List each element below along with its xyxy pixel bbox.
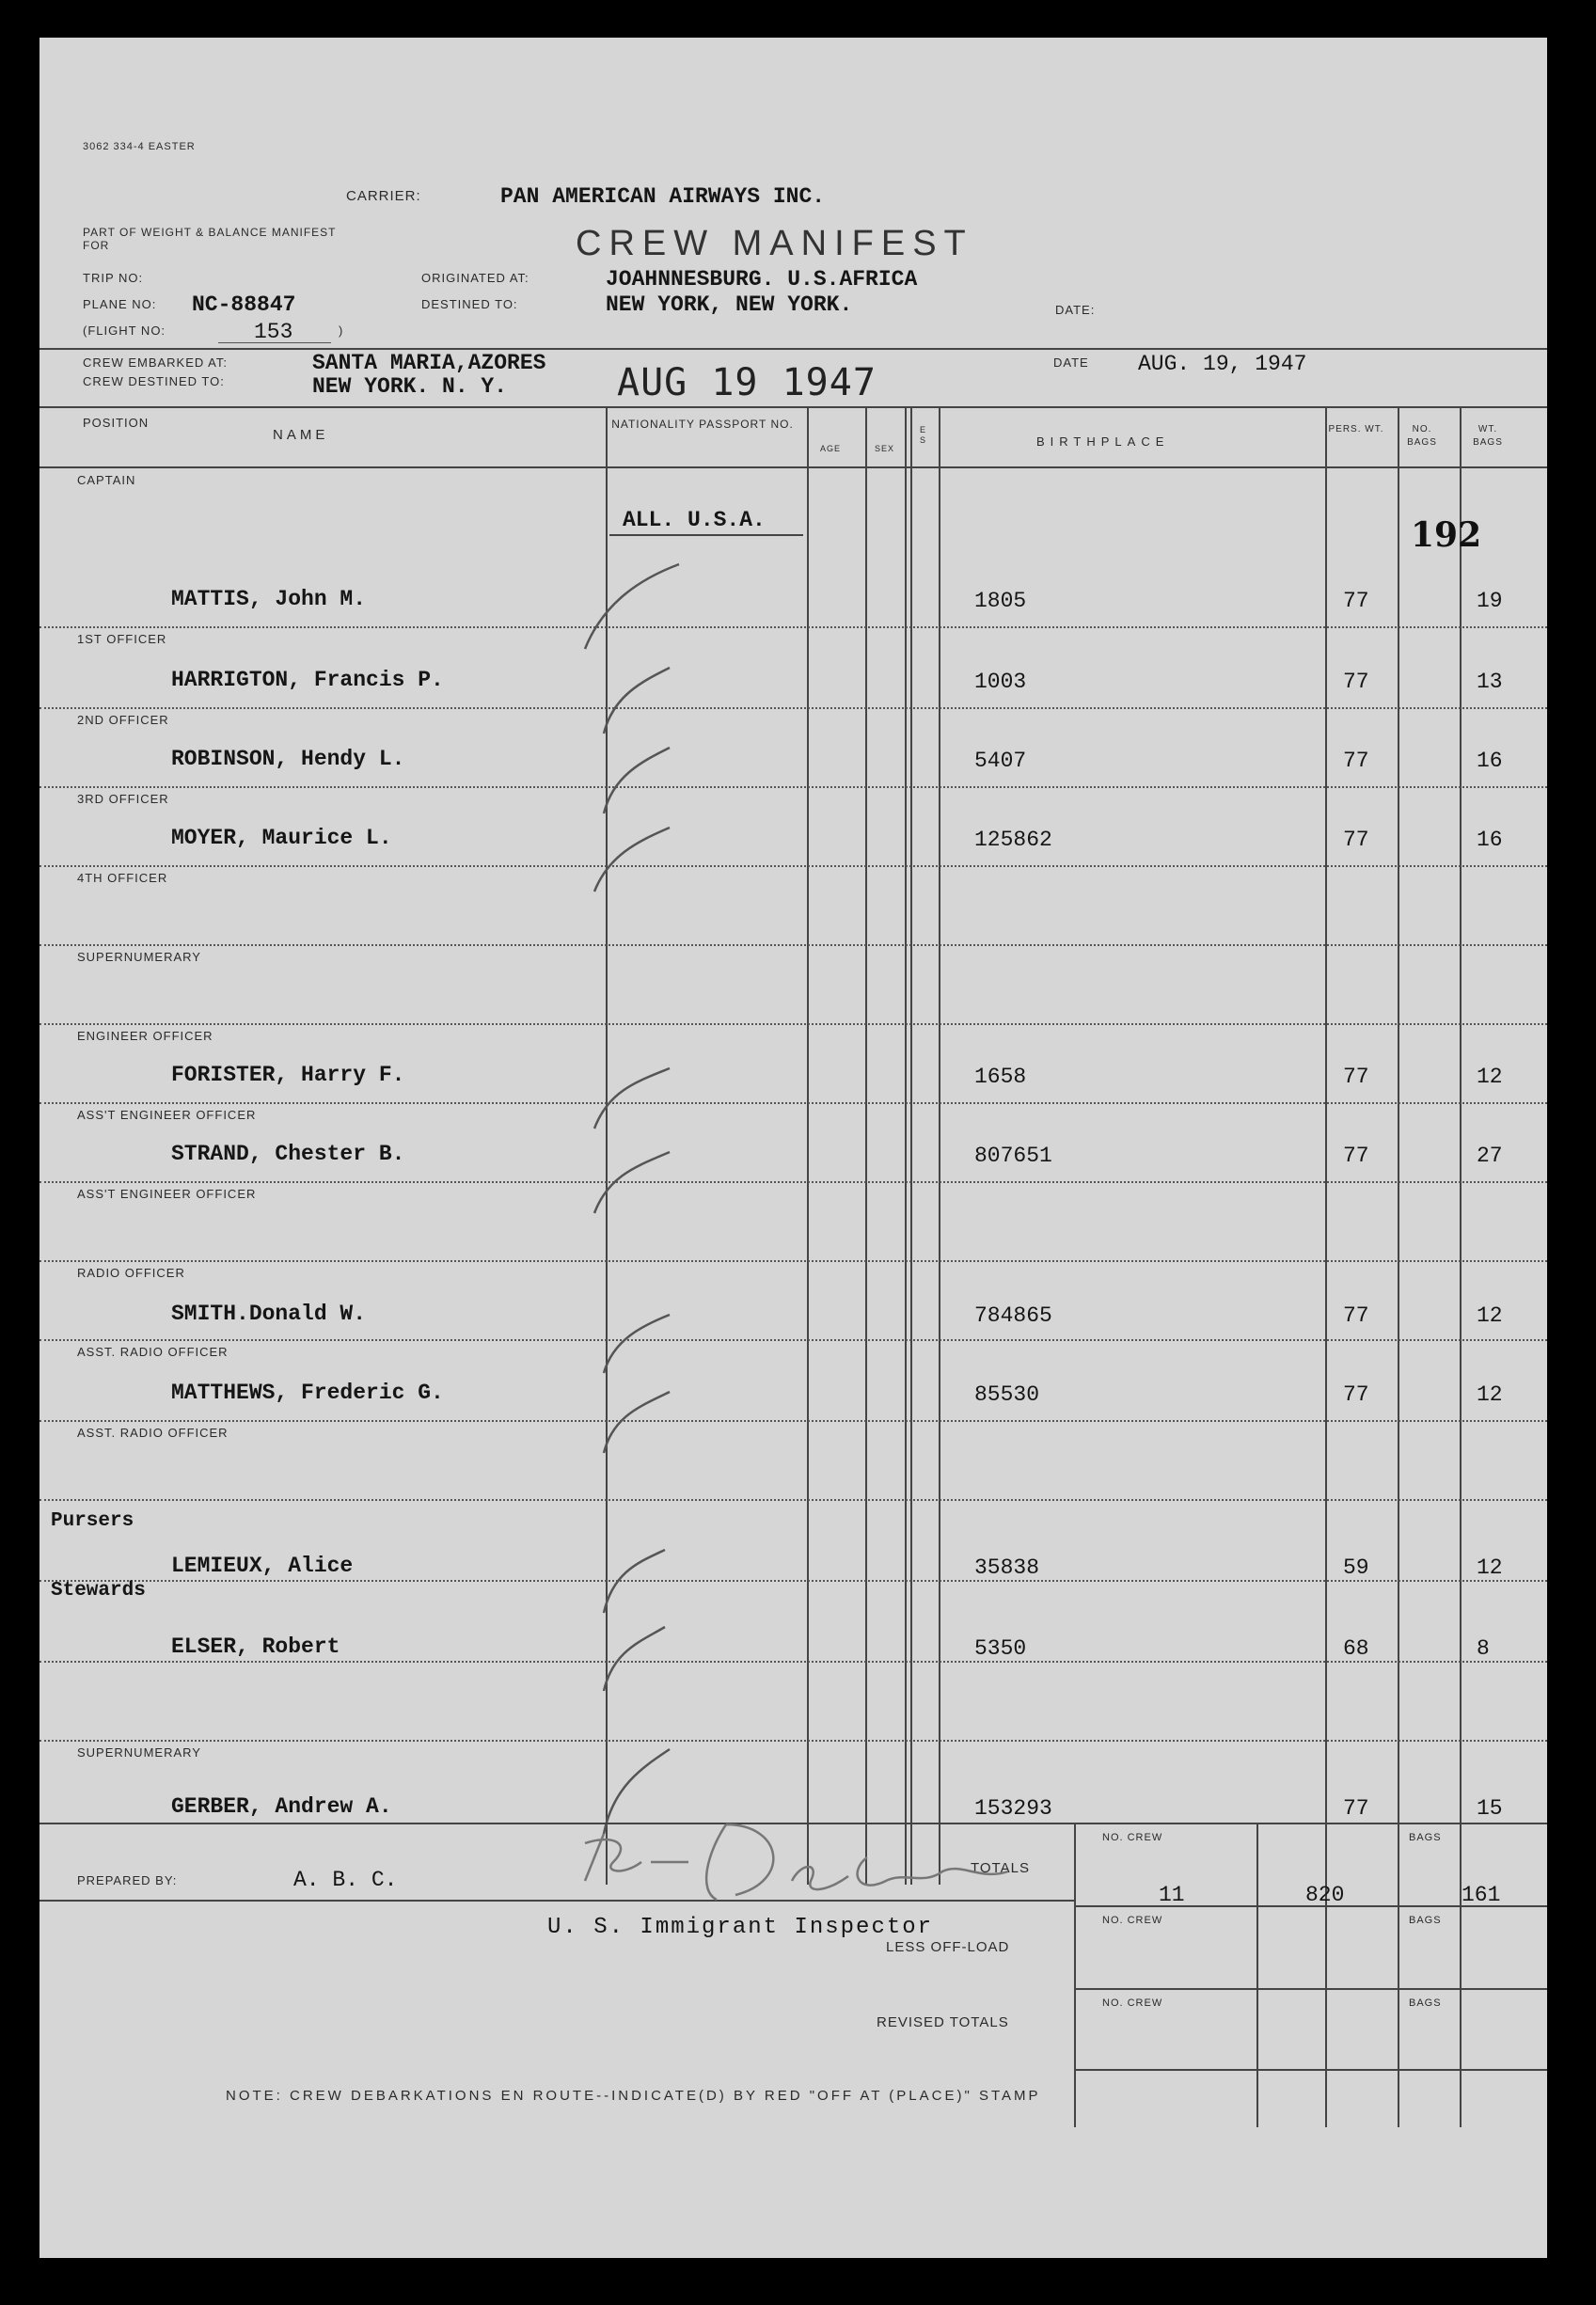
row-name: GERBER, Andrew A. bbox=[171, 1794, 392, 1819]
row-position: SUPERNUMERARY bbox=[77, 1745, 201, 1760]
col-birthplace: BIRTHPLACE bbox=[1036, 434, 1170, 449]
total-bags: 161 bbox=[1462, 1883, 1501, 1907]
col-sex: SEX bbox=[875, 444, 895, 453]
row-pers-wt: 77 bbox=[1343, 670, 1369, 694]
row-pers-wt: 77 bbox=[1343, 1796, 1369, 1821]
originated-label: ORIGINATED AT: bbox=[421, 271, 529, 285]
date-label: DATE: bbox=[1055, 303, 1096, 317]
row-position: ASST. RADIO OFFICER bbox=[77, 1426, 229, 1440]
nationality-all: ALL. U.S.A. bbox=[623, 508, 766, 532]
row-wt-bags: 19 bbox=[1477, 589, 1503, 613]
page-number: 192 bbox=[1411, 515, 1482, 555]
col-nationality: NATIONALITY PASSPORT NO. bbox=[611, 418, 794, 431]
row-position: RADIO OFFICER bbox=[77, 1266, 185, 1280]
row-name: ROBINSON, Hendy L. bbox=[171, 747, 405, 771]
row-position: 2ND OFFICER bbox=[77, 713, 169, 727]
row-passport: 153293 bbox=[974, 1796, 1052, 1821]
row-wt-bags: 15 bbox=[1477, 1796, 1503, 1821]
row-passport: 784865 bbox=[974, 1303, 1052, 1328]
bags-label: BAGS bbox=[1409, 1997, 1442, 2009]
no-crew-label: NO. CREW bbox=[1102, 1832, 1163, 1843]
footer-note: NOTE: CREW DEBARKATIONS EN ROUTE--INDICATE(D) BY RED "OFF AT (PLACE)" STAMP bbox=[226, 2088, 1041, 2104]
row-pers-wt: 77 bbox=[1343, 1144, 1369, 1168]
row-passport: 5350 bbox=[974, 1636, 1027, 1661]
row-name: LEMIEUX, Alice bbox=[171, 1554, 354, 1578]
row-wt-bags: 16 bbox=[1477, 828, 1503, 852]
row-name: STRAND, Chester B. bbox=[171, 1142, 405, 1166]
row-passport: 5407 bbox=[974, 749, 1027, 773]
bags-label: BAGS bbox=[1409, 1832, 1442, 1843]
date2-label: DATE bbox=[1053, 355, 1089, 370]
row-position: 3RD OFFICER bbox=[77, 792, 169, 806]
form-code: 3062 334-4 EASTER bbox=[83, 141, 196, 152]
check-marks bbox=[547, 545, 707, 1843]
col-wt-bags: WT. BAGS bbox=[1473, 424, 1503, 448]
row-name: MOYER, Maurice L. bbox=[171, 826, 392, 850]
row-wt-bags: 8 bbox=[1477, 1636, 1490, 1661]
row-position: Pursers bbox=[51, 1510, 134, 1532]
row-wt-bags: 27 bbox=[1477, 1144, 1503, 1168]
prepared-label: PREPARED BY: bbox=[77, 1873, 178, 1887]
row-wt-bags: 12 bbox=[1477, 1303, 1503, 1328]
row-pers-wt: 77 bbox=[1343, 1303, 1369, 1328]
row-passport: 1805 bbox=[974, 589, 1027, 613]
no-crew-label: NO. CREW bbox=[1102, 1915, 1163, 1926]
col-pers-wt: PERS. WT. bbox=[1328, 424, 1384, 434]
trip-label: TRIP NO: bbox=[83, 271, 144, 285]
row-pers-wt: 77 bbox=[1343, 589, 1369, 613]
row-passport: 125862 bbox=[974, 828, 1052, 852]
inspector-signature bbox=[566, 1806, 1018, 1909]
destined-value: NEW YORK, NEW YORK. bbox=[606, 292, 853, 317]
row-name: ELSER, Robert bbox=[171, 1634, 340, 1659]
date-stamp: AUG 19 1947 bbox=[617, 361, 877, 404]
crew-manifest-sheet bbox=[40, 38, 1547, 2258]
embarked-label: CREW EMBARKED AT: bbox=[83, 355, 229, 370]
carrier-label: CARRIER: bbox=[346, 188, 421, 204]
inspector-label: U. S. Immigrant Inspector bbox=[547, 1915, 934, 1940]
row-passport: 85530 bbox=[974, 1382, 1040, 1407]
row-position: CAPTAIN bbox=[77, 473, 136, 487]
row-position: Stewards bbox=[51, 1580, 146, 1602]
row-position: 1ST OFFICER bbox=[77, 632, 167, 646]
row-pers-wt: 77 bbox=[1343, 1065, 1369, 1089]
row-pers-wt: 77 bbox=[1343, 1382, 1369, 1407]
plane-value: NC-88847 bbox=[192, 292, 296, 317]
flight-close: ) bbox=[339, 324, 344, 338]
totals-label: TOTALS bbox=[971, 1860, 1030, 1876]
row-position: ASS'T ENGINEER OFFICER bbox=[77, 1108, 257, 1122]
plane-label: PLANE NO: bbox=[83, 297, 157, 311]
col-age: AGE bbox=[820, 444, 842, 453]
crew-dest-value: NEW YORK. N. Y. bbox=[312, 374, 508, 399]
flight-value: 153 bbox=[254, 320, 293, 344]
row-wt-bags: 13 bbox=[1477, 670, 1503, 694]
col-position: POSITION bbox=[83, 416, 150, 430]
flight-label: (FLIGHT NO: bbox=[83, 324, 166, 338]
row-position: ENGINEER OFFICER bbox=[77, 1029, 213, 1043]
row-wt-bags: 12 bbox=[1477, 1555, 1503, 1580]
originated-value: JOAHNNESBURG. U.S.AFRICA bbox=[606, 267, 918, 292]
crew-dest-label: CREW DESTINED TO: bbox=[83, 374, 225, 388]
row-passport: 1658 bbox=[974, 1065, 1027, 1089]
less-offload-label: LESS OFF-LOAD bbox=[886, 1939, 1010, 1955]
total-weight: 820 bbox=[1305, 1883, 1345, 1907]
row-wt-bags: 12 bbox=[1477, 1382, 1503, 1407]
col-no-bags: NO. BAGS bbox=[1407, 424, 1437, 448]
bags-label: BAGS bbox=[1409, 1915, 1442, 1926]
row-name: FORISTER, Harry F. bbox=[171, 1063, 405, 1087]
row-pers-wt: 68 bbox=[1343, 1636, 1369, 1661]
row-position: 4TH OFFICER bbox=[77, 871, 168, 885]
row-name: SMITH.Donald W. bbox=[171, 1302, 367, 1326]
row-name: MATTHEWS, Frederic G. bbox=[171, 1381, 444, 1405]
embarked-value: SANTA MARIA,AZORES bbox=[312, 351, 546, 375]
prepared-by: A. B. C. bbox=[293, 1868, 398, 1892]
date2-value: AUG. 19, 1947 bbox=[1138, 352, 1307, 376]
row-name: HARRIGTON, Francis P. bbox=[171, 668, 444, 692]
revised-totals-label: REVISED TOTALS bbox=[877, 2014, 1009, 2030]
col-name: NAME bbox=[273, 427, 329, 443]
row-name: MATTIS, John M. bbox=[171, 587, 367, 611]
total-crew: 11 bbox=[1159, 1883, 1185, 1907]
row-passport: 1003 bbox=[974, 670, 1027, 694]
row-pers-wt: 77 bbox=[1343, 828, 1369, 852]
destined-label: DESTINED TO: bbox=[421, 297, 518, 311]
row-position: ASST. RADIO OFFICER bbox=[77, 1345, 229, 1359]
row-passport: 807651 bbox=[974, 1144, 1052, 1168]
row-wt-bags: 12 bbox=[1477, 1065, 1503, 1089]
no-crew-label: NO. CREW bbox=[1102, 1997, 1163, 2009]
row-position: SUPERNUMERARY bbox=[77, 950, 201, 964]
row-position: ASS'T ENGINEER OFFICER bbox=[77, 1187, 257, 1201]
part-of-label: PART OF WEIGHT & BALANCE MANIFEST FOR bbox=[83, 226, 337, 252]
page-title: CREW MANIFEST bbox=[576, 224, 973, 263]
row-pers-wt: 59 bbox=[1343, 1555, 1369, 1580]
row-wt-bags: 16 bbox=[1477, 749, 1503, 773]
row-passport: 35838 bbox=[974, 1555, 1040, 1580]
col-es: E S bbox=[920, 425, 927, 445]
row-pers-wt: 77 bbox=[1343, 749, 1369, 773]
carrier-value: PAN AMERICAN AIRWAYS INC. bbox=[500, 184, 826, 209]
